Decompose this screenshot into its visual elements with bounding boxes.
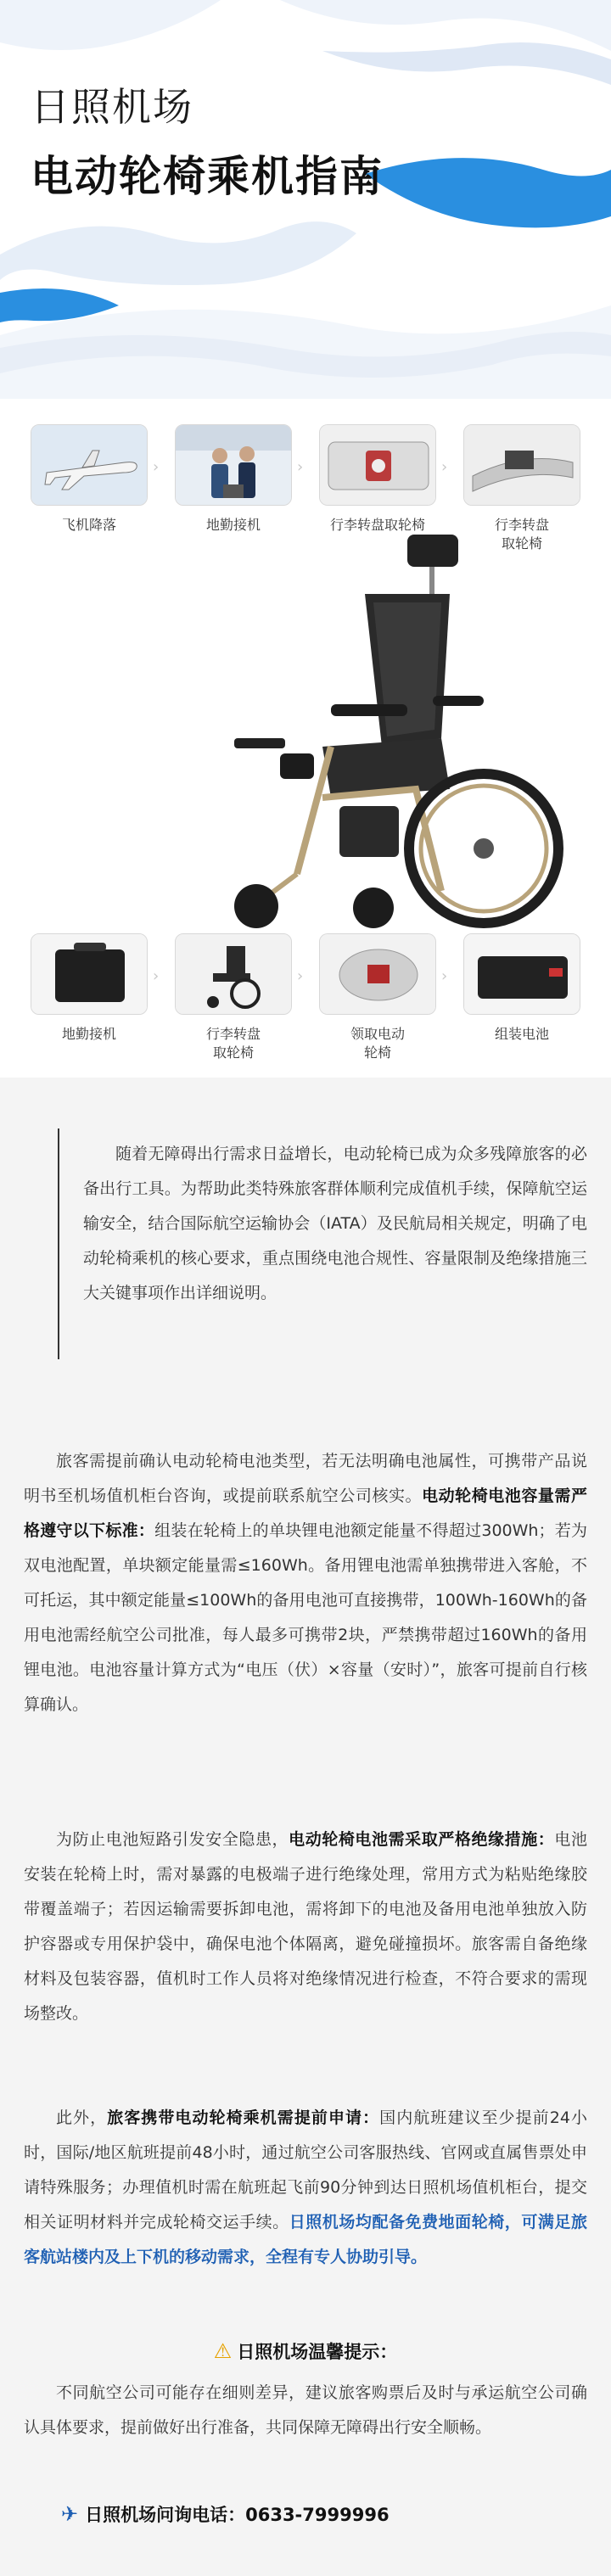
ground-staff-icon [175,424,292,506]
arrow-right-icon: › [153,458,160,476]
step-battery-charger [317,933,438,1062]
conveyor-icon [463,424,580,506]
step-wheelchair [173,933,294,1062]
battery-pack-icon [463,933,580,1015]
electric-wheelchair-image [161,535,603,933]
step-caption: 行李转盘 取轮椅 [494,517,549,552]
header-banner [0,0,611,399]
tip-heading-text: 日照机场温馨提示： [237,2342,398,2362]
step-caption: 领取电动 轮椅 [350,1026,405,1061]
paragraph-battery-capacity [24,1444,587,1722]
wheelchair-icon [175,933,292,1015]
warning-icon: ⚠ [213,2339,233,2363]
arrow-right-icon: › [297,967,304,985]
intro-section [0,1078,611,1383]
step-battery-case [29,933,149,1044]
arrow-right-icon: › [153,967,160,985]
step-caption: 飞机降落 [61,517,116,533]
hotline [61,2501,390,2527]
airplane-icon: ✈ [61,2502,79,2526]
battery-case-icon [31,933,148,1015]
paragraph-emphasis: 电动轮椅电池需采取严格绝缘措施： [289,1830,555,1849]
paragraph-application [24,2101,587,2275]
tip-text: 不同航空公司可能存在细则差异，建议旅客购票后及时与承运航空公司确认具体要求，提前做好出行准备，共同保障无障碍出行安全顺畅。 [24,2383,587,2437]
page-title-line2: 电动轮椅乘机指南 [31,152,384,201]
step-caption: 地勤接机 [205,517,261,533]
intro-accent-bar [58,1128,59,1359]
step-caption: 地勤接机 [61,1026,116,1042]
step-baggage-carousel [317,424,438,535]
article-body [0,1383,611,2576]
airplane-icon [31,424,148,506]
paragraph-highlight: 日照机场均配备免费地面轮椅，可满足旅客航站楼内及上下机的移动需求，全程有专人协助引导。 [24,2213,587,2266]
hotline-text: 日照机场问询电话：0633-7999996 [85,2505,390,2525]
step-caption: 行李转盘 取轮椅 [205,1026,261,1061]
intro-text: 随着无障碍出行需求日益增长，电动轮椅已成为众多残障旅客的必备出行工具。为帮助此类特殊旅客群体顺利完成值机手续，保障航空运输安全，结合国际航空运输协会（IATA）及民航局相关规定，明确了电动轮椅乘机的核心要求，重点围绕电池合规性、容量限制及绝缘措施三大关键事项作出详细说明。 [83,1145,587,1302]
step-ground-staff [173,424,294,535]
paragraph-text: 此外， [56,2108,108,2127]
battery-charger-icon [319,933,436,1015]
paragraph-text: 为防止电池短路引发安全隐患， [56,1830,289,1849]
page-title-line1: 日照机场 [31,84,193,130]
tip-heading [0,2338,611,2364]
step-caption: 行李转盘取轮椅 [329,517,425,533]
paragraph-text: 组装在轮椅上的单块锂电池额定能量不得超过300Wh；若为双电池配置，单块额定能量需≤160Wh。备用锂电池需单独携带进入客舱，不可托运，其中额定能量≤100Wh的备用电池可直接携带，100Wh-160Wh的备用电池需经航空公司批准，每人最多可携带2块，严禁携带超过160Wh的备用锂电池。电池容量计算方式为“电压（伏）×容量（安时）”，旅客可提前自行核算确认。 [24,1521,587,1714]
paragraph-text: 旅客需提前确认电动轮椅电池类型，若无法明确电池属性，可携带产品说明书至机场值机柜台咨询，或提前联系航空公司核实。 [24,1452,587,1505]
step-plane-landing [29,424,149,535]
paragraph-insulation [24,1823,587,2031]
arrow-right-icon: › [297,458,304,476]
step-battery-pack [462,933,582,1044]
arrow-right-icon: › [441,458,448,476]
baggage-carousel-icon [319,424,436,506]
paragraph-text: 国内航班建议至少提前24小时，国际/地区航班提前48小时，通过航空公司客服热线、官网或直属售票处申请特殊服务；办理值机时需在航班起飞前90分钟到达日照机场值机柜台，提交相关证明材料并完成轮椅交运手续。 [24,2108,587,2232]
paragraph-emphasis: 电动轮椅电池容量需严格遵守以下标准： [24,1487,587,1540]
process-section [0,399,611,1078]
arrow-right-icon: › [441,967,448,985]
step-caption: 组装电池 [494,1026,549,1042]
paragraph-text: 电池安装在轮椅上时，需对暴露的电极端子进行绝缘处理，常用方式为粘贴绝缘胶带覆盖端子；若因运输需要拆卸电池，需将卸下的电池及备用电池单独放入防护容器或专用保护袋中，确保电池个体隔离，避免碰撞损坏。旅客需自备绝缘材料及包装容器，值机时工作人员将对绝缘情况进行检查，不符合要求的需现场整改。 [24,1830,587,2023]
paragraph-emphasis: 旅客携带电动轮椅乘机需提前申请： [107,2108,380,2127]
